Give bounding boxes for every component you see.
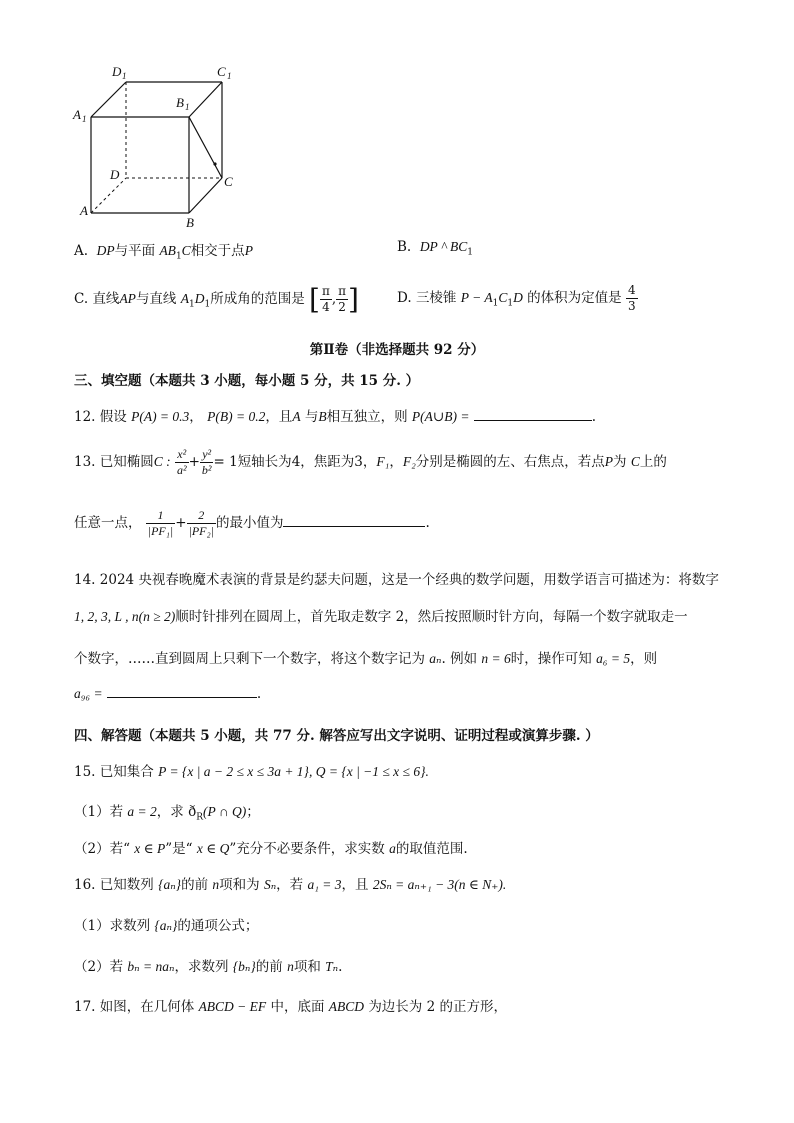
- svg-text:1: 1: [82, 114, 87, 124]
- option-a: A. DP与平面 $AB_1C$相交于点P: [74, 243, 253, 262]
- svg-text:1: 1: [227, 71, 232, 81]
- question-16-sub2: （2）若 bₙ = naₙ，求数列 {bₙ}的前 n项和 Tₙ.: [74, 959, 343, 975]
- question-14-line2: 1, 2, 3, L , n(n ≥ 2)顺时针排列在圆周上，首先取走数字 2，然后按照顺时针方向，每隔一个数字就取走一: [74, 609, 688, 625]
- label-c: C: [224, 174, 233, 189]
- cube-figure: [60, 55, 260, 230]
- label-b: B: [186, 215, 194, 230]
- question-17-line1: 17. 如图，在几何体 ABCD − EF 中，底面 ABCD 为边长为 2 的正方形，: [74, 999, 507, 1015]
- question-14-line4: a₉₆ = .: [74, 686, 262, 702]
- answer-blank-12[interactable]: [474, 420, 592, 421]
- section4-title: 四、解答题（本题共 5 小题，共 77 分. 解答应写出文字说明、证明过程或演算步骤. ）: [74, 728, 599, 744]
- question-16-sub1: （1）求数列 {aₙ}的通项公式；: [74, 918, 259, 934]
- answer-blank-13[interactable]: [283, 526, 425, 527]
- section3-title: 三、填空题（本题共 3 小题，每小题 5 分，共 15 分. ）: [74, 373, 420, 389]
- question-14-line3: 个数字，……直到圆周上只剩下一个数字，将这个数字记为 aₙ. 例如 n = 6时，操作可知 a₆ = 5，则: [74, 651, 658, 667]
- answer-blank-14[interactable]: [107, 697, 257, 698]
- label-c1: C: [217, 64, 226, 79]
- question-13-line2: 任意一点， $\frac{1}{\text{|PF₁|}}$ + $\frac{2}{\text{|PF₂|}}$ 的最小值为 .: [74, 508, 430, 538]
- label-a: A: [80, 203, 88, 218]
- question-15-sub1: （1）若 a = 2，求 $ð_R(P$ ∩ Q)；: [74, 804, 260, 823]
- svg-text:1: 1: [185, 102, 190, 112]
- option-c: C. 直线AP与直线 $A_1D_1$所成角的范围是 [ $\frac{\pi}{4}$ , $\frac{\pi}{2}$ ]: [74, 283, 359, 316]
- label-b1: B: [176, 95, 184, 110]
- question-12: 12. 假设 P(A) = 0.3， P(B) = 0.2，且A 与B相互独立，则 P(A∪B) = .: [74, 409, 597, 425]
- part2-title: 第Ⅱ卷（非选择题共 92 分）: [309, 342, 485, 358]
- label-a1: A: [73, 107, 81, 122]
- option-d: D. 三棱锥 $P - A_1C_1D$ 的体积为定值是 $\frac{4}{3}$: [397, 283, 636, 313]
- question-14-line1: 14. 2024 央视春晚魔术表演的背景是约瑟夫问题，这是一个经典的数学问题，用数学语言可描述为：将数字: [74, 572, 719, 588]
- question-13-line1: 13. 已知椭圆C : $\frac{\text{x²}}{\text{a²}}$ + $\frac{\text{y²}}{\text{b²}}$ = 1短轴长为4，焦距为3，F₁，F₂分别是椭圆的左、右焦点，若点P为 C上的: [74, 447, 667, 477]
- question-16-line1: 16. 已知数列 {aₙ}的前 n项和为 Sₙ，若 a₁ = 3，且 2Sₙ = aₙ₊₁ − 3(n ∈ N₊).: [74, 877, 507, 893]
- label-d: D: [110, 167, 120, 182]
- option-b: B. DP ^ $BC_1$: [397, 239, 473, 258]
- svg-text:1: 1: [122, 71, 127, 81]
- question-15-line1: 15. 已知集合 P = {x | a − 2 ≤ x ≤ 3a + 1}, Q = {x | −1 ≤ x ≤ 6}.: [74, 764, 429, 780]
- label-d1: D: [112, 64, 122, 79]
- question-15-sub2: （2）若“ x ∈ P”是“ x ∈ Q”充分不必要条件，求实数 a的取值范围.: [74, 841, 468, 857]
